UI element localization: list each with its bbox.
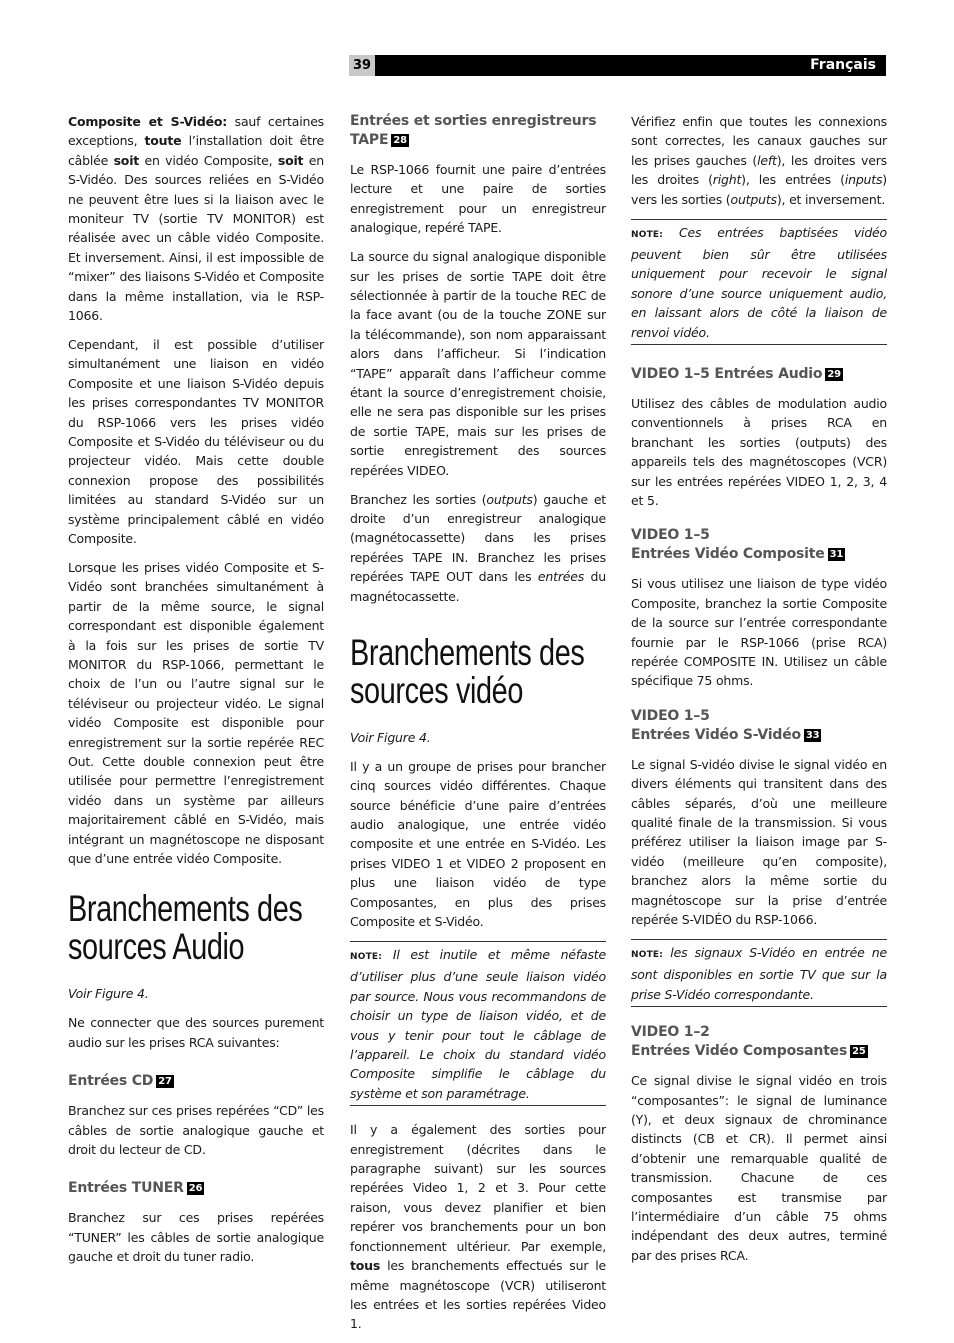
paragraph: Le RSP-1066 fournit une paire d’entrées lecture et une paire de sorties enregistrement pour un enregistreur analogique, repéré TAPE.: [350, 162, 606, 236]
figure-badge: 29: [827, 368, 841, 380]
text-bold: soit: [277, 152, 304, 168]
paragraph: [350, 1120, 606, 1333]
subhead-cd: [68, 1072, 324, 1091]
column-left: [68, 112, 324, 1276]
paragraph: Branchez sur ces prises repérées “TUNER” les câbles de sortie analogique gauche et droit du tuner radio.: [68, 1210, 324, 1265]
lead-bold: Composite et S-Vidéo:: [68, 114, 228, 129]
page-number: 39: [349, 55, 375, 76]
figure-badge: 26: [188, 1183, 203, 1195]
subhead-video-component: [631, 1023, 887, 1061]
column-right: [631, 112, 887, 1275]
text-run: Branchez les sorties (: [350, 491, 487, 507]
text-run: du magnétocassette.: [350, 569, 606, 604]
subhead-label: Entrées Vidéo Composite: [631, 546, 825, 563]
note-box: [631, 219, 887, 345]
text-run: ), les entrées (: [741, 172, 845, 188]
paragraph: Le signal S-vidéo divise le signal vidéo en divers éléments qui transitent dans des câbles séparés, d’où une meilleure qualité finale de la transmission. Si vous préférez utiliser la liaison image par S-vidéo (meilleure qu’en composite), branchez alors la même sortie du magnétoscope sur la prise d’entrée repérée S-VIDÉO du RSP-1066.: [631, 756, 887, 928]
text-italic: outputs: [486, 491, 533, 507]
text-run: en vidéo Composite,: [139, 152, 278, 168]
note-label: NOTE:: [631, 950, 664, 960]
subhead-label: VIDEO 1–5: [631, 527, 710, 544]
text-run: Il y a également des sorties pour enregistrement (décrites dans le paragraphe suivant) sur les sources repérées Video 1, 2 et 3. Pour cette raison, vous devez planifier et bien repérer vos branchements pour un bon fonctionnement ultérieur. Par exemple,: [350, 1122, 606, 1254]
text-italic: right: [712, 172, 742, 188]
subhead-label: Entrées CD: [68, 1073, 154, 1090]
note-label: NOTE:: [350, 952, 383, 962]
text-run: les branchements effectués sur le même magnétoscope (VCR) utiliseront les entrées et les sorties repérées Video 1.: [350, 1258, 606, 1332]
text-italic: entrées: [537, 569, 585, 585]
subhead-label: Entrées Vidéo Composantes: [631, 1043, 848, 1060]
paragraph: Cependant, il est possible d’utiliser simultanément une liaison en vidéo Composite et une liaison S-Vidéo depuis les prises correspondantes TV MONITOR du RSP-1066 vers les prises vidéo Composite et S-Vidéo du téléviseur ou du projecteur vidéo. Mais cette double connexion propose des possibilités limitées au standard S-Vidéo sur un système principalement câblé en vidéo Composite.: [68, 336, 324, 547]
figure-badge: 33: [805, 729, 820, 741]
subhead-label: VIDEO 1–5: [631, 707, 710, 724]
text-italic: outputs: [730, 191, 777, 207]
paragraph: Il y a un groupe de prises pour brancher cinq sources vidéo différentes. Chaque source bénéficie d’une paire d’entrées audio analogique, une entrée vidéo composite et une entrée en S-Vidéo. Les prises VIDEO 1 et VIDEO 2 proposent en plus une liaison vidéo de type Composantes, en plus des prises Composite et S-Vidéo.: [350, 758, 606, 930]
column-middle: [350, 112, 606, 1343]
paragraph-composite-svideo: [68, 112, 324, 325]
text-run: ), les droites vers les droites (: [631, 152, 887, 188]
see-figure: Voir Figure 4.: [350, 729, 431, 745]
figure-badge: 31: [829, 549, 844, 561]
subhead-label: VIDEO 1–5 Entrées Audio: [631, 365, 823, 382]
paragraph: La source du signal analogique disponible sur les prises de sortie TAPE doit être sélectionnée à partir de la touche REC de la face avant (ou de la touche ZONE sur la télécommande), son nom apparaissant alors dans l’afficheur. Si l’indication “TAPE” apparaît dans l’afficheur comme étant la source d’enregistrement choisie, elle ne sera pas disponible sur les prises de sortie TAPE, mais sur les prises de sortie enregistrement des sources repérées VIDEO.: [350, 249, 606, 478]
text-bold: tous: [350, 1258, 381, 1274]
figure-badge: 27: [158, 1076, 172, 1088]
text-run: ), et inversement.: [776, 191, 886, 207]
text-run: Vérifiez enfin que toutes les connexions sont correctes, les canaux gauches sur les prises gauches (: [631, 114, 887, 168]
text-italic: inputs: [844, 172, 883, 188]
subhead-label: Entrées TUNER: [68, 1180, 184, 1197]
language-label: Français: [810, 57, 876, 73]
paragraph: Lorsque les prises vidéo Composite et S-Vidéo sont branchées simultanément à partir de la même source, le signal correspondant est disponible également à la fois sur les prises de sortie TV MONITOR du RSP-1066, permettant le choix de l’un ou l’autre signal sur le téléviseur ou projecteur vidéo. Le signal vidéo Composite est disponible pour enregistrement sur la sortie repérée REC Out. Cette double connexion peut être utilisée pour permettre l’enregistrement vidéo dans un système par ailleurs majoritairement câblé en S-Vidéo, mais intégrant un magnétoscope ne disposant que d’une entrée vidéo Composite.: [68, 559, 324, 867]
figure-badge: 28: [393, 135, 407, 146]
note-text: Ces entrées baptisées vidéo peuvent bien sûr être utilisées uniquement pour recevoir le signal sonore d’une source uniquement audio, en laissant alors de côté la liaison de renvoi vidéo.: [631, 224, 887, 340]
paragraph: Ce signal divise le signal vidéo en trois “composantes”: le signal de luminance (Y), et deux signaux de chrominance distincts (CB et CR). Il permet ainsi d’obtenir une remarquable qualité de transmission. Chacune de ces composantes est transmise par l’intermédiaire d’un câble 75 ohms indépendant des deux autres, terminé par des prises RCA.: [631, 1073, 887, 1263]
note-text: Il est inutile et même néfaste d’utiliser plus d’une seule liaison vidéo par source. Nous vous recommandons de choisir un type de liaison vidéo, et de vous y tenir pour tout le câblage de l’appareil. Le choix du standard vidéo Composite simplifie le câblage du système et son paramétrage.: [350, 947, 606, 1101]
paragraph: Ne connecter que des sources purement audio sur les prises RCA suivantes:: [68, 1015, 324, 1050]
subhead-label: Entrées Vidéo S-Vidéo: [631, 726, 801, 743]
text-run: ) vers les sorties (: [631, 172, 887, 207]
note-box: [631, 939, 887, 1007]
subhead-video-svideo: [631, 707, 887, 745]
text-italic: left: [757, 152, 777, 168]
figure-badge: 25: [852, 1046, 866, 1058]
heading-audio-sources: Branchements des sources Audio: [68, 888, 303, 968]
paragraph: [350, 490, 606, 606]
paragraph: [631, 112, 887, 209]
subhead-video-audio: [631, 365, 887, 384]
paragraph: Utilisez des câbles de modulation audio conventionnels à prises RCA en branchant les sorties (outputs) des appareils tels des magnétoscopes (VCR) sur les entrées repérées VIDEO 1, 2, 3, 4 et 5.: [631, 395, 887, 508]
header-bar: [349, 55, 886, 76]
text-bold: soit: [113, 152, 140, 168]
see-figure: Voir Figure 4.: [68, 986, 149, 1002]
text-run: ) gauche et droite d’un enregistreur analogique (magnétocassette) dans les prises repérées TAPE IN. Branchez les prises repérées TAPE OUT dans les: [350, 491, 607, 585]
subhead-tape: [350, 112, 606, 150]
text-run: en S-Vidéo. Des sources reliées en S-Vidéo ne peuvent être lues si la liaison avec le moniteur TV (sortie TV MONITOR) est réalisée avec un câble vidéo Composite. Et inversement. Ainsi, il est impossible de “mixer” des liaisons S-Vidéo et Composite dans la même installation, via le RSP-1066.: [68, 152, 324, 324]
subhead-tuner: [68, 1179, 324, 1198]
subhead-video-composite: [631, 526, 887, 564]
paragraph: Si vous utilisez une liaison de type vidéo Composite, branchez la sortie Composite de la source sur l’entrée correspondante fournie par le RSP-1066 (prise RCA) repérée COMPOSITE IN. Utilisez un câble spécifique 75 ohms.: [631, 576, 887, 689]
heading-video-sources: Branchements des sources vidéo: [350, 631, 585, 711]
paragraph: Branchez sur ces prises repérées “CD” les câbles de sortie analogique gauche et droit du lecteur de CD.: [68, 1103, 324, 1157]
subhead-label: VIDEO 1–2: [631, 1024, 710, 1041]
text-run: l’installation doit être câblée: [68, 133, 324, 168]
text-bold: toute: [144, 133, 182, 149]
note-box: [350, 941, 606, 1106]
note-text: les signaux S-Vidéo en entrée ne sont disponibles en sortie TV que sur la prise S-Vidéo correspondante.: [631, 945, 887, 1002]
note-label: NOTE:: [631, 229, 664, 240]
subhead-label: Entrées et sorties enregistreurs TAPE: [350, 113, 597, 148]
text-run: sauf certaines exceptions,: [68, 114, 324, 149]
